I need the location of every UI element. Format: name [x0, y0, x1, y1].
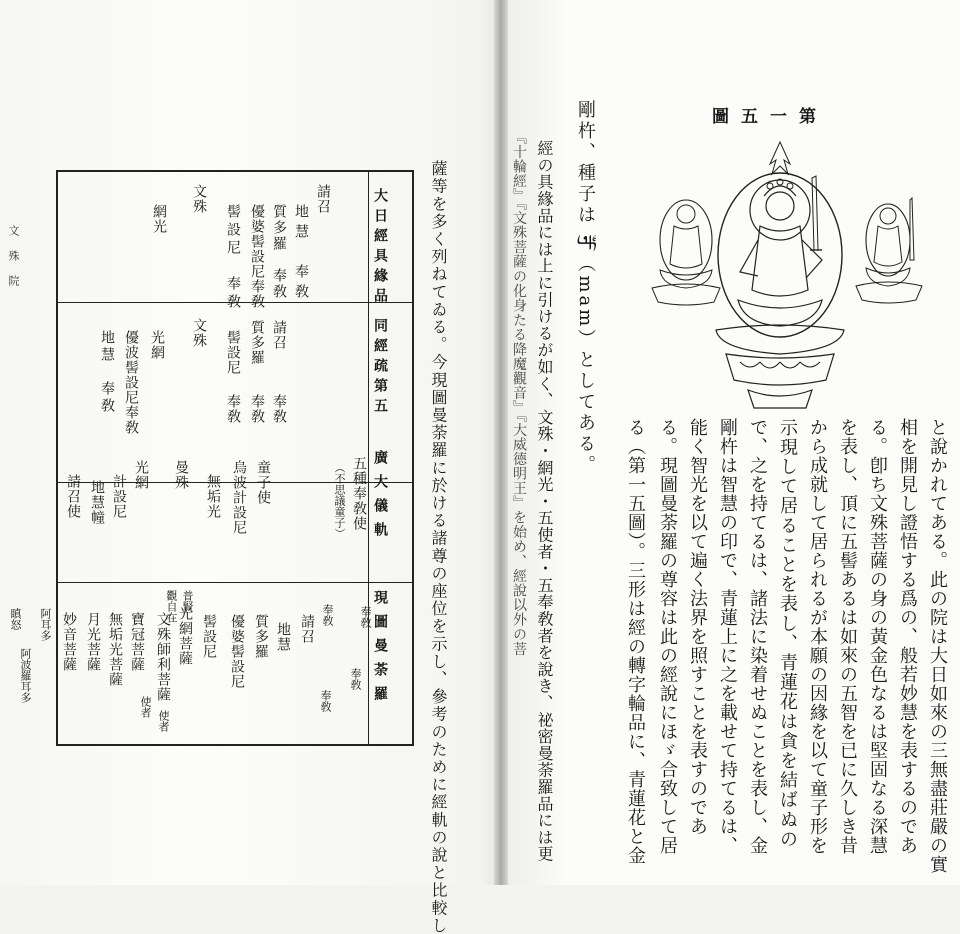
table-cell: 光網菩薩	[177, 606, 193, 666]
table-cell: 五種奉敎使	[351, 456, 367, 531]
table-cell: 地慧 奉敎	[99, 330, 115, 415]
table-cell: 優婆髻設尼	[229, 614, 245, 689]
table-cell: 髻設尼 奉敎	[225, 204, 241, 312]
table-header-1: 大日經具緣品	[372, 188, 388, 308]
table-cell: 地慧幢	[89, 480, 105, 525]
table-cell: 髻設尼	[201, 614, 217, 659]
table-cell: 奉敎	[349, 668, 362, 690]
table-cell: 妙音菩薩	[61, 612, 77, 672]
table-cell: 奉敎	[321, 604, 334, 626]
table-cell: 曼殊	[173, 460, 189, 490]
body-column: を表し、頂に五髻あるは如來の五智を已に久しき昔	[837, 418, 858, 855]
table-cell: 請召	[315, 184, 331, 214]
table-cell: 童子使	[255, 460, 271, 505]
table-cell: 瞋怒	[9, 608, 22, 630]
table-cell: 文殊	[191, 318, 207, 348]
figure-caption: 圖五一第	[712, 107, 828, 127]
book-gutter	[494, 0, 508, 885]
table-cell: 奉敎	[225, 394, 241, 424]
table-cell: 質多羅 奉敎	[271, 204, 287, 300]
table-cell: 光網	[149, 330, 165, 360]
table-cell: 寶冠菩薩	[129, 612, 145, 672]
table-cell: 奉敎	[319, 690, 332, 712]
table-cell: 計設尼	[111, 474, 127, 519]
margin-edge-label: 文殊院	[7, 225, 20, 300]
table-cell: 奉敎	[271, 394, 287, 424]
table-cell: 優婆髻設尼奉敎	[249, 204, 265, 309]
body-column: 經の具緣品には上に引けるが如く、文殊・網光・五使者・五奉敎者を說き、祕密曼荼羅品には更	[535, 140, 554, 863]
body-column: で、之を持てるは、諸法に染着せぬことを表し、金	[747, 418, 768, 855]
table-cell: 地慧	[275, 622, 291, 652]
table-cell: 文殊師利菩薩	[155, 612, 171, 702]
table-cell: （不思議童子）	[333, 462, 346, 539]
table-cell: 無垢光菩薩	[107, 612, 123, 687]
body-column: 『十輪經』『文殊菩薩の化身たる降魔觀音』『大威德明王』を始め、經說以外の菩	[511, 130, 527, 657]
table-cell: 使者	[139, 696, 152, 718]
table-cell: 請召使	[65, 474, 81, 519]
table-cell: 髻設尼	[225, 330, 241, 375]
table-cell: 奉敎	[249, 394, 265, 424]
body-column: と說かれてある。此の院は大日如來の三無盡莊嚴の實	[927, 418, 948, 874]
table-cell: 阿耳多	[39, 608, 52, 641]
table-cell: 阿波羅耳多	[19, 648, 32, 703]
body-column: 示現して居ることを表し、青蓮花は貪を結ばぬの	[777, 418, 798, 850]
table-cell: 使者	[157, 710, 170, 732]
table-cell: 請召	[299, 614, 315, 644]
table-header-4: 現圖曼荼羅	[372, 590, 388, 710]
body-column: る。現圖曼荼羅の尊容は此の經說にほゞ合致して居	[657, 418, 678, 855]
table-cell: 文殊	[191, 184, 207, 214]
body-column: 薩等を多く列ねてゐる。今現圖曼荼羅に於ける諸尊の座位を示し、參考のために經軌の說と比較し	[429, 160, 448, 934]
table-cell: 請召	[271, 320, 287, 350]
table-cell: 觀自在	[165, 590, 178, 623]
body-column: 相を開見し證悟する爲の、般若妙慧を表するのであ	[897, 418, 918, 855]
table-cell: 質多羅	[249, 320, 265, 365]
table-cell: 無垢光	[205, 474, 221, 519]
body-column: から成就して居られるが本願の因緣を以て童子形を	[807, 418, 828, 855]
body-column: 能く智光を以て遍く法界を照すことを表すのであ	[687, 418, 708, 836]
table-header-3: 廣大儀軌	[372, 450, 388, 546]
body-column: 剛杵、種子は ꣽ（mam）としてある。	[575, 100, 596, 477]
table-cell: 質多羅	[253, 614, 269, 659]
body-column: 剛杵は智慧の印で、青蓮上に之を載せて持てるは、	[717, 418, 738, 855]
table-cell: 地慧 奉敎	[293, 204, 309, 304]
body-column: る。卽ち文殊菩薩の身の黃金色なるは堅固なる深慧	[867, 418, 888, 855]
manjushri-triad-illustration-icon	[630, 140, 940, 410]
table-cell: 奉敎	[359, 606, 372, 628]
table-cell: 烏波計設尼	[231, 460, 247, 535]
table-cell: 光網	[133, 460, 149, 490]
body-column: る（第一五圖）。三形は經の轉字輪品に、青蓮花と金	[625, 418, 646, 865]
table-cell: 普賢	[181, 590, 194, 612]
table-cell: 網光	[151, 204, 167, 234]
table-header-2: 同經疏第五	[372, 318, 388, 418]
table-cell: 月光菩薩	[85, 612, 101, 672]
table-cell: 優波髻設尼奉敎	[123, 330, 139, 435]
